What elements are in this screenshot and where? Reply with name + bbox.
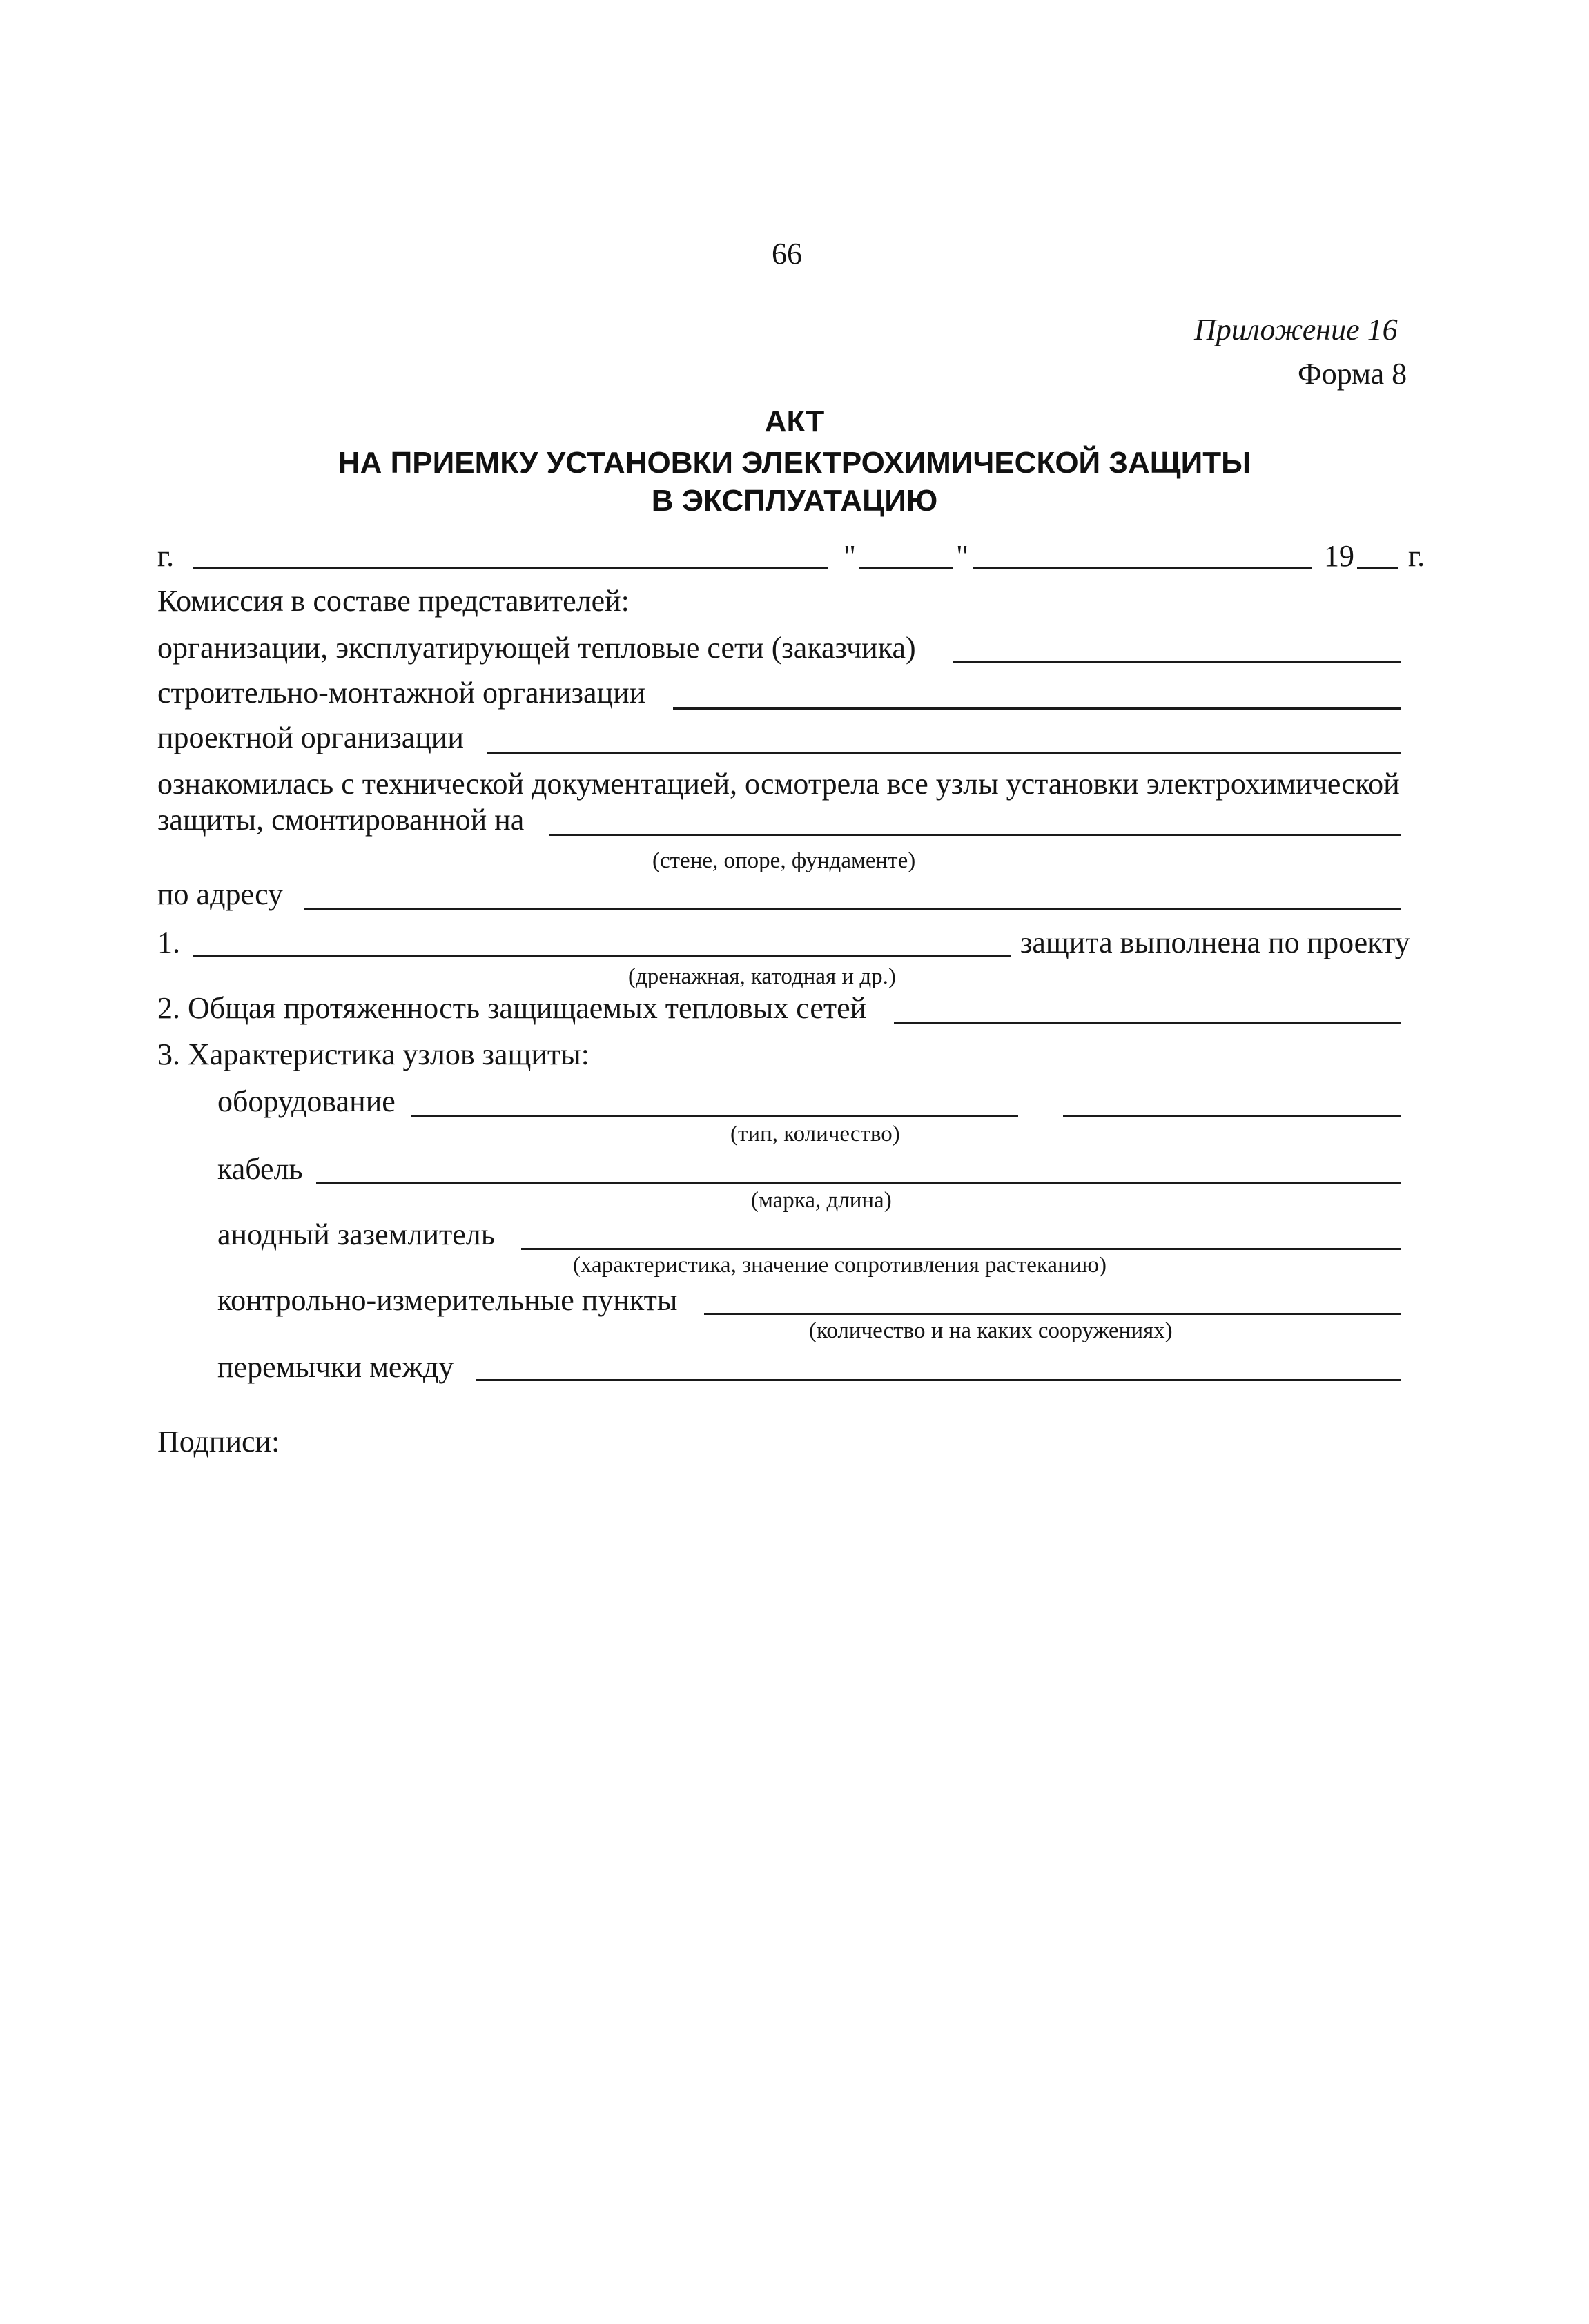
year-prefix: 19 bbox=[1324, 539, 1354, 573]
title-line-2: НА ПРИЕМКУ УСТАНОВКИ ЭЛЕКТРОХИМИЧЕСКОЙ ЗАЩИТЫ bbox=[338, 446, 1251, 480]
anode-label: анодный заземлитель bbox=[217, 1218, 495, 1251]
day-field[interactable] bbox=[859, 567, 953, 569]
test-points-label: контрольно-измерительные пункты bbox=[217, 1283, 678, 1317]
title-line-1: АКТ bbox=[764, 404, 825, 438]
protection-type-caption: (дренажная, катодная и др.) bbox=[628, 964, 896, 989]
mount-caption: (стене, опоре, фундаменте) bbox=[652, 848, 916, 873]
page-number: 66 bbox=[772, 237, 802, 271]
title-line-3: В ЭКСПЛУАТАЦИЮ bbox=[651, 484, 938, 518]
construction-org-label: строительно-монтажной организации bbox=[157, 676, 646, 710]
cable-label: кабель bbox=[217, 1152, 303, 1186]
cable-field[interactable] bbox=[316, 1182, 1401, 1184]
operator-org-label: организации, эксплуатирующей тепловые сети (заказчика) bbox=[157, 631, 916, 665]
equipment-field-1[interactable] bbox=[411, 1115, 1018, 1117]
city-prefix: г. bbox=[157, 539, 175, 573]
test-points-field[interactable] bbox=[704, 1313, 1401, 1315]
test-points-caption: (количество и на каких сооружениях) bbox=[809, 1318, 1173, 1343]
protection-type-field[interactable] bbox=[193, 955, 1011, 957]
item2-label: 2. Общая протяженность защищаемых тепловых сетей bbox=[157, 991, 867, 1025]
cable-caption: (марка, длина) bbox=[751, 1188, 892, 1213]
equipment-label: оборудование bbox=[217, 1084, 396, 1118]
mount-field[interactable] bbox=[549, 834, 1401, 836]
inspection-line-1: ознакомилась с технической документацией, осмотрела все узлы установки электрохимической bbox=[157, 767, 1400, 801]
jumpers-field[interactable] bbox=[476, 1379, 1401, 1381]
operator-org-field[interactable] bbox=[953, 661, 1401, 663]
signatures-label: Подписи: bbox=[157, 1425, 280, 1458]
design-org-field[interactable] bbox=[487, 752, 1401, 754]
quote-close: " bbox=[956, 539, 968, 573]
anode-caption: (характеристика, значение сопротивления растеканию) bbox=[573, 1253, 1107, 1278]
item3-label: 3. Характеристика узлов защиты: bbox=[157, 1037, 589, 1071]
item1-number: 1. bbox=[157, 926, 180, 959]
design-org-label: проектной организации bbox=[157, 721, 464, 754]
appendix-label: Приложение 16 bbox=[1194, 313, 1398, 346]
equipment-caption: (тип, количество) bbox=[730, 1122, 900, 1146]
anode-field[interactable] bbox=[521, 1248, 1401, 1250]
commission-intro: Комиссия в составе представителей: bbox=[157, 584, 630, 618]
item1-tail: защита выполнена по проекту bbox=[1020, 926, 1410, 959]
year-field[interactable] bbox=[1357, 567, 1398, 569]
address-field[interactable] bbox=[304, 908, 1401, 910]
address-label: по адресу bbox=[157, 877, 284, 911]
year-suffix: г. bbox=[1408, 539, 1425, 573]
month-field[interactable] bbox=[973, 567, 1312, 569]
form-label: Форма 8 bbox=[1298, 357, 1407, 391]
construction-org-field[interactable] bbox=[673, 707, 1401, 710]
jumpers-label: перемычки между bbox=[217, 1350, 454, 1384]
network-length-field[interactable] bbox=[894, 1022, 1401, 1024]
quote-open: " bbox=[844, 539, 856, 573]
city-field[interactable] bbox=[193, 567, 828, 569]
equipment-field-2[interactable] bbox=[1063, 1115, 1401, 1117]
inspection-line-2: защиты, смонтированной на bbox=[157, 803, 525, 837]
